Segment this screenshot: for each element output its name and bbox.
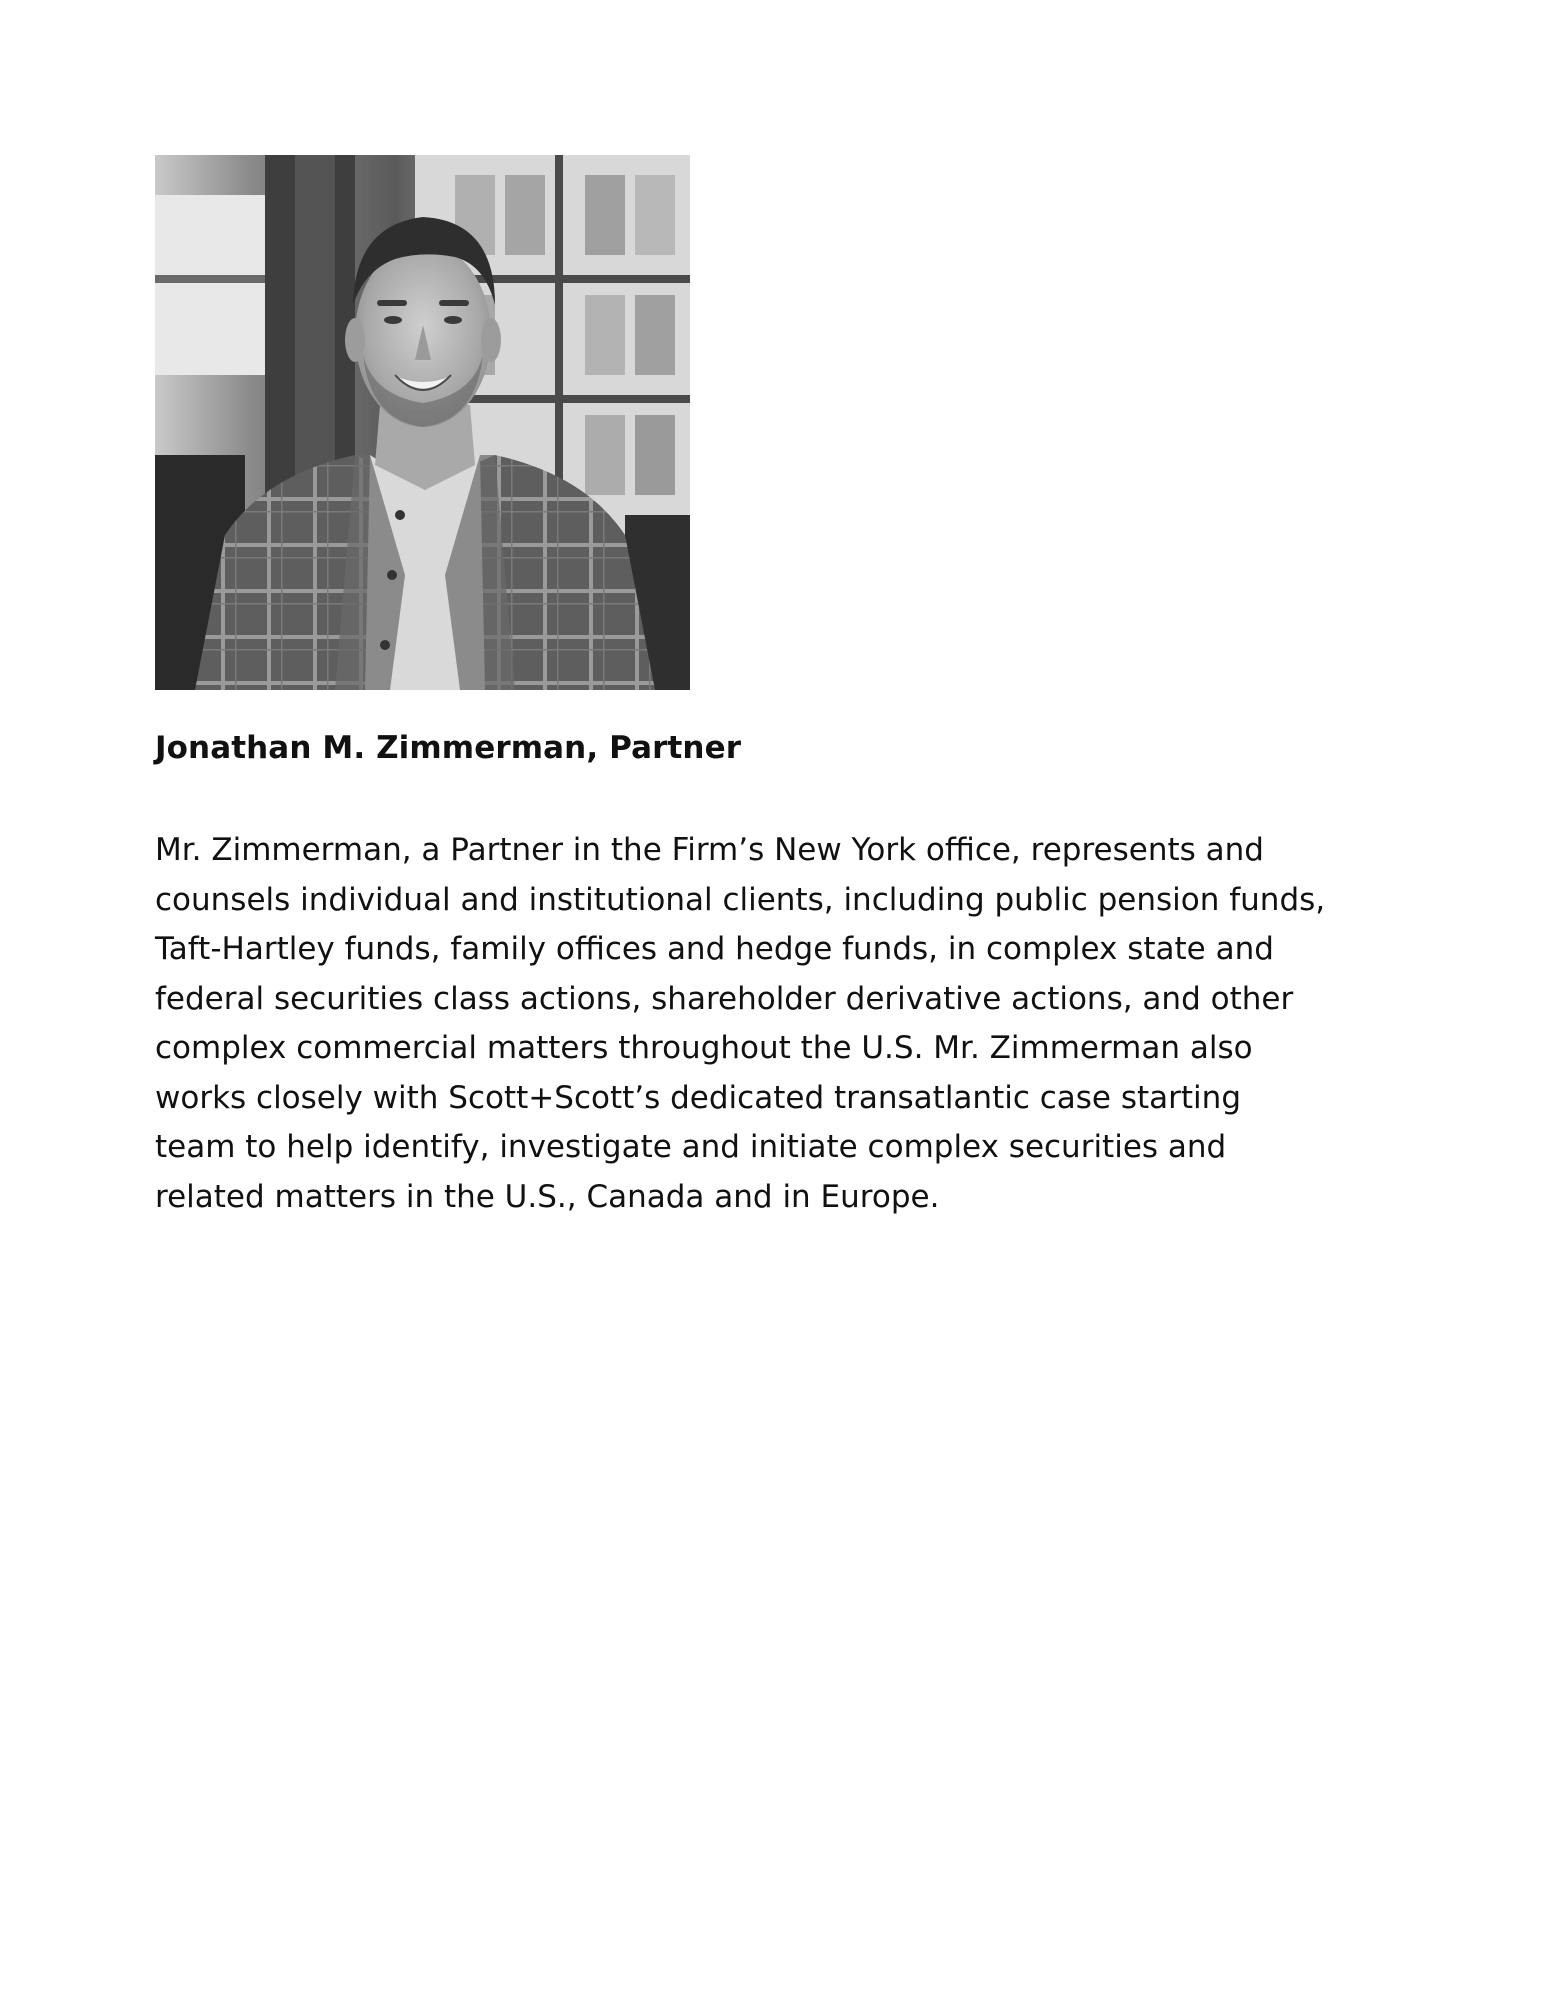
name-title: Jonathan M. Zimmerman, Partner bbox=[155, 730, 742, 766]
bio-line: federal securities class actions, shareholder derivative actions, and other bbox=[155, 980, 1294, 1017]
portrait-image bbox=[155, 155, 690, 690]
bio-line: related matters in the U.S., Canada and in Europe. bbox=[155, 1178, 940, 1215]
bio-paragraph bbox=[155, 826, 1395, 1222]
bio-line: complex commercial matters throughout the U.S. Mr. Zimmerman also bbox=[155, 1030, 1253, 1066]
portrait-photo bbox=[155, 155, 690, 690]
bio-line: counsels individual and institutional clients, including public pension funds, bbox=[155, 881, 1326, 918]
bio-line: team to help identify, investigate and initiate complex securities and bbox=[155, 1129, 1227, 1165]
bio-line: Taft-Hartley funds, family offices and hedge funds, in complex state and bbox=[155, 931, 1274, 967]
bio-line: works closely with Scott+Scott’s dedicated transatlantic case starting bbox=[155, 1079, 1241, 1116]
bio-line: Mr. Zimmerman, a Partner in the Firm’s New York office, represents and bbox=[155, 832, 1264, 868]
